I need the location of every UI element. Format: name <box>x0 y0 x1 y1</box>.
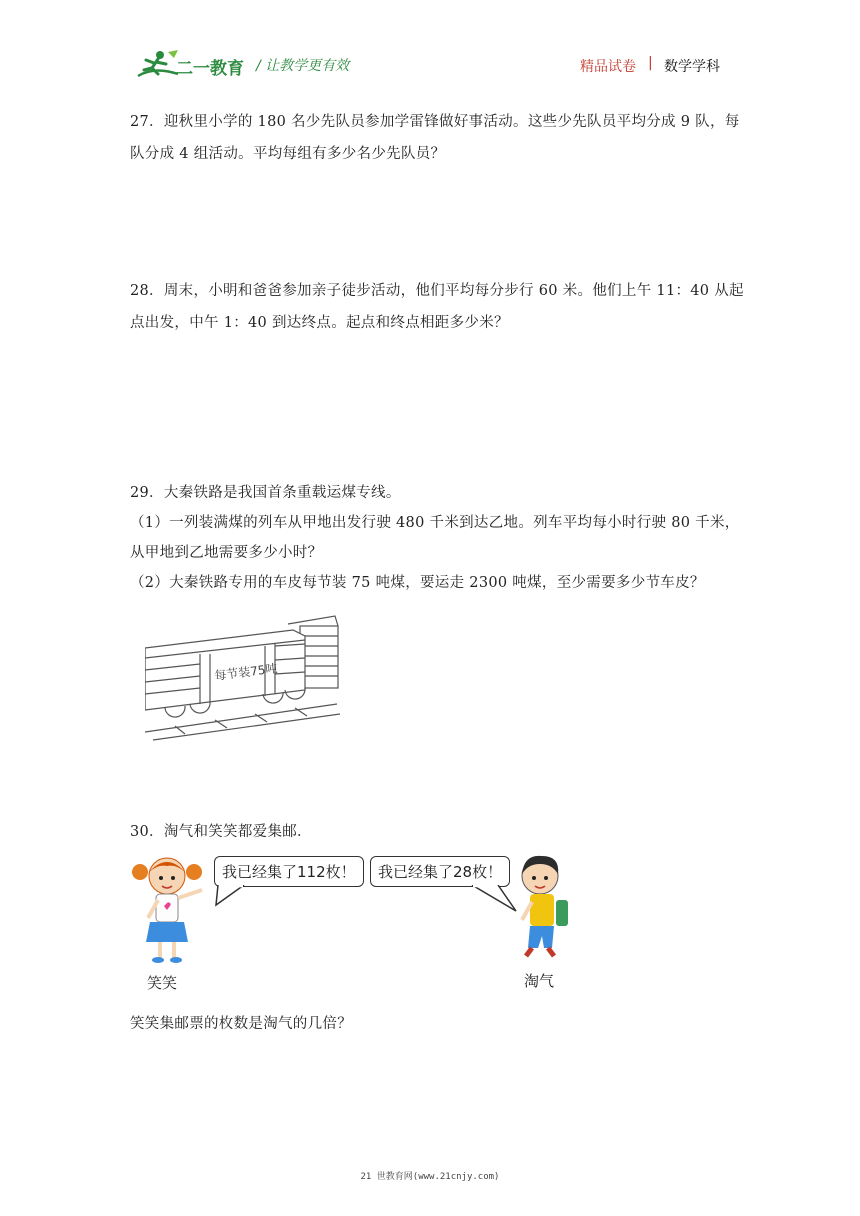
question-29-part-1-line-1: （1）一列装满煤的列车从甲地出发行驶 480 千米到达乙地。列车平均每小时行驶 80 千米， <box>130 515 740 531</box>
logo-text: 二一教育 <box>176 59 244 79</box>
header-product-label: 精品试卷 <box>580 59 636 75</box>
question-27 <box>130 112 750 164</box>
question-28-line-2: 点出发，中午 1：40 到达终点。起点和终点相距多少米？ <box>130 315 509 331</box>
girl-speech-text: 我已经集了112枚！ <box>222 863 356 881</box>
question-29-intro: 29．大秦铁路是我国首条重载运煤专线。 <box>130 485 401 501</box>
question-27-line-2: 队分成 4 组活动。平均每组有多少名少先队员？ <box>130 146 446 162</box>
question-29-part-2: （2）大秦铁路专用的车皮每节装 75 吨煤，要运走 2300 吨煤，至少需要多少节车皮？ <box>130 575 705 591</box>
question-29 <box>130 483 770 593</box>
question-27-line-1: 27．迎秋里小学的 180 名少先队员参加学雷锋做好事活动。这些少先队员平均分成 9 队，每 <box>130 114 740 130</box>
question-30-prompt: 笑笑集邮票的枚数是淘气的几倍？ <box>130 1016 352 1032</box>
girl-bubble-tail <box>214 885 254 907</box>
girl-speech-bubble <box>214 856 364 887</box>
boy-speech-bubble <box>370 856 510 887</box>
header-separator: | <box>648 55 653 71</box>
coal-train-illustration <box>145 614 340 742</box>
question-29-part-1-line-2: 从甲地到乙地需要多少小时？ <box>130 545 323 561</box>
header <box>0 40 860 90</box>
boy-character-illustration <box>508 852 578 967</box>
question-28 <box>130 281 750 333</box>
train-car-label: 每节装75吨 <box>213 661 279 683</box>
girl-name-label: 笑笑 <box>147 974 178 992</box>
question-28-line-1: 28．周末，小明和爸爸参加亲子徒步活动，他们平均每分步行 60 米。他们上午 11：40 从起 <box>130 283 744 299</box>
boy-name-label: 淘气 <box>524 972 555 990</box>
girl-character-illustration <box>128 852 208 967</box>
question-30-intro: 30．淘气和笑笑都爱集邮． <box>130 824 312 840</box>
boy-speech-text: 我已经集了28枚！ <box>378 863 503 881</box>
header-subject: 数学学科 <box>664 59 720 75</box>
header-slogan: / 让教学更有效 <box>256 58 350 74</box>
logo-runner-icon <box>134 48 182 80</box>
page-footer: 21 世教育网(www.21cnjy.com) <box>360 1172 500 1182</box>
